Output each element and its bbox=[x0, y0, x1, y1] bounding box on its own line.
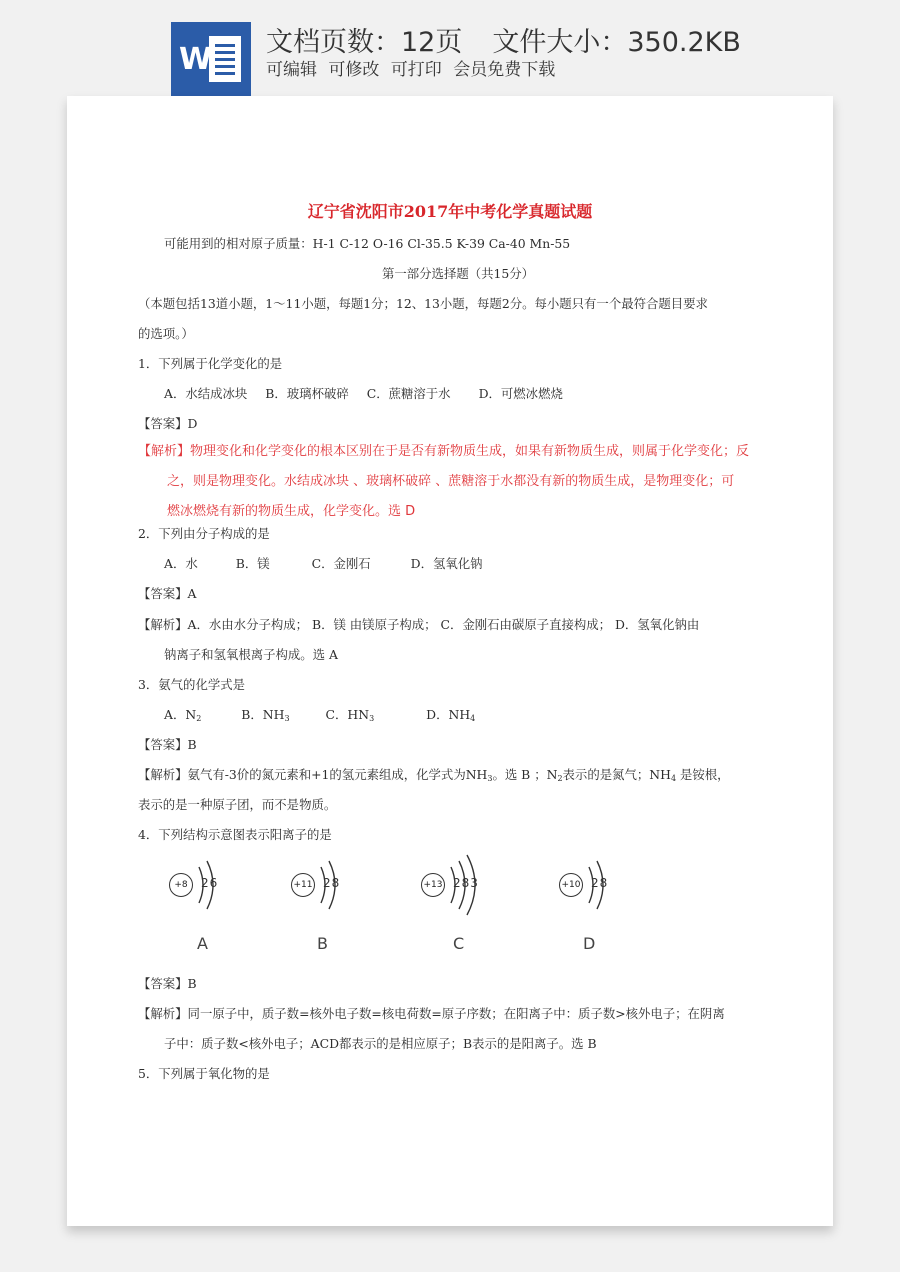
question-2-analysis: 【解析】A．水由水分子构成； B．镁 由镁原子构成； C．金刚石由碳原子直接构成； D．氢氧化钠由 bbox=[138, 617, 700, 632]
question-4-stem: 4．下列结构示意图表示阳离子的是 bbox=[138, 827, 332, 842]
question-2-analysis: 钠离子和氢氧根离子构成。选 A bbox=[164, 647, 338, 662]
shell-electrons: 283 bbox=[453, 876, 479, 890]
question-4-analysis: 【解析】同一原子中，质子数=核外电子数=核电荷数=原子序数；在阳离子中：质子数>核外电子；在阴离 bbox=[138, 1006, 725, 1021]
option-label: A bbox=[197, 934, 208, 953]
question-4-analysis: 子中：质子数<核外电子；ACD都表示的是相应原子；B表示的是阳离子。选 B bbox=[164, 1036, 597, 1051]
atom-diagram-b bbox=[291, 851, 401, 961]
option-c: C．金刚石 bbox=[311, 556, 371, 571]
question-1-analysis: 之，则是物理变化。水结成冰块 、玻璃杯破碎 、蔗糖溶于水都没有新的物质生成，是物理变化；可 bbox=[167, 474, 735, 489]
nucleus-charge: +11 bbox=[291, 873, 315, 897]
option-d: D．可燃冰燃烧 bbox=[478, 386, 563, 401]
word-document-icon: W bbox=[171, 22, 251, 96]
nucleus-charge: +10 bbox=[559, 873, 583, 897]
question-3-stem: 3．氨气的化学式是 bbox=[138, 677, 246, 692]
electron-shells bbox=[291, 851, 401, 961]
electron-shells bbox=[559, 851, 669, 961]
question-3-analysis: 表示的是一种原子团，而不是物质。 bbox=[138, 797, 337, 812]
question-3-options bbox=[164, 705, 475, 723]
question-2-answer: 【答案】A bbox=[138, 586, 197, 601]
shell-electrons: 26 bbox=[201, 876, 219, 890]
document-page bbox=[67, 96, 833, 1226]
question-2-options bbox=[164, 554, 483, 572]
file-size: 文件大小：350.2KB bbox=[492, 27, 741, 58]
question-1-analysis: 【解析】物理变化和化学变化的根本区别在于是否有新物质生成，如果有新物质生成，则属于化学变化；反 bbox=[138, 444, 750, 459]
question-5-stem: 5．下列属于氧化物的是 bbox=[138, 1066, 270, 1081]
atom-structure-figure bbox=[159, 851, 629, 961]
atom-diagram-c bbox=[421, 851, 531, 961]
question-1-options bbox=[164, 384, 563, 402]
question-1-analysis: 燃冰燃烧有新的物质生成，化学变化。选 D bbox=[167, 504, 416, 519]
option-a: A．水结成冰块 bbox=[164, 386, 248, 401]
question-1-stem: 1．下列属于化学变化的是 bbox=[138, 356, 283, 371]
option-b: B．玻璃杯破碎 bbox=[265, 386, 349, 401]
shell-electrons: 28 bbox=[323, 876, 341, 890]
option-d: D．氢氧化钠 bbox=[410, 556, 483, 571]
section-title: 第一部分选择题（共15分） bbox=[382, 266, 535, 281]
option-b: B．镁 bbox=[235, 556, 270, 571]
nucleus-charge: +13 bbox=[421, 873, 445, 897]
question-4-answer: 【答案】B bbox=[138, 976, 197, 991]
atom-diagram-a bbox=[169, 851, 279, 961]
question-3-answer: 【答案】B bbox=[138, 737, 197, 752]
shell-electrons: 28 bbox=[591, 876, 609, 890]
option-a: A．水 bbox=[164, 556, 198, 571]
nucleus-charge: +8 bbox=[169, 873, 193, 897]
question-3-analysis: 【解析】氨气有-3价的氮元素和+1的氢元素组成，化学式为$NH_3$。选 B ；$N_2$表示的是氮气；$NH_4$ 是铵根， bbox=[138, 767, 730, 783]
intro-line: 的选项。） bbox=[138, 326, 194, 341]
electron-shells bbox=[169, 851, 279, 961]
option-c: C．$HN_3$ bbox=[325, 707, 375, 723]
atomic-masses-line: 可能用到的相对原子质量：H-1 C-12 O-16 Cl-35.5 K-39 Ca-40 Mn-55 bbox=[164, 236, 571, 251]
feature-list: 可编辑 可修改 可打印 会员免费下载 bbox=[266, 60, 556, 80]
option-label: D bbox=[583, 934, 596, 953]
question-2-stem: 2．下列由分子构成的是 bbox=[138, 526, 270, 541]
intro-line: （本题包括13道小题，1～11小题，每题1分；12、13小题，每题2分。每小题只有一个最符合题目要求 bbox=[138, 296, 708, 311]
option-d: D．$NH_4$ bbox=[426, 707, 476, 723]
atom-diagram-d bbox=[559, 851, 669, 961]
download-banner bbox=[0, 0, 900, 96]
option-c: C．蔗糖溶于水 bbox=[366, 386, 451, 401]
option-b: B．$NH_3$ bbox=[241, 707, 290, 723]
electron-shells bbox=[421, 851, 531, 961]
question-1-answer: 【答案】D bbox=[138, 416, 198, 431]
page-count: 文档页数：12页 bbox=[266, 27, 463, 58]
option-a: A．$N_2$ bbox=[164, 707, 202, 723]
option-label: B bbox=[317, 934, 328, 953]
file-info bbox=[266, 20, 741, 59]
document-title: 辽宁省沈阳市2017年中考化学真题试题 bbox=[307, 202, 593, 221]
option-label: C bbox=[453, 934, 465, 953]
